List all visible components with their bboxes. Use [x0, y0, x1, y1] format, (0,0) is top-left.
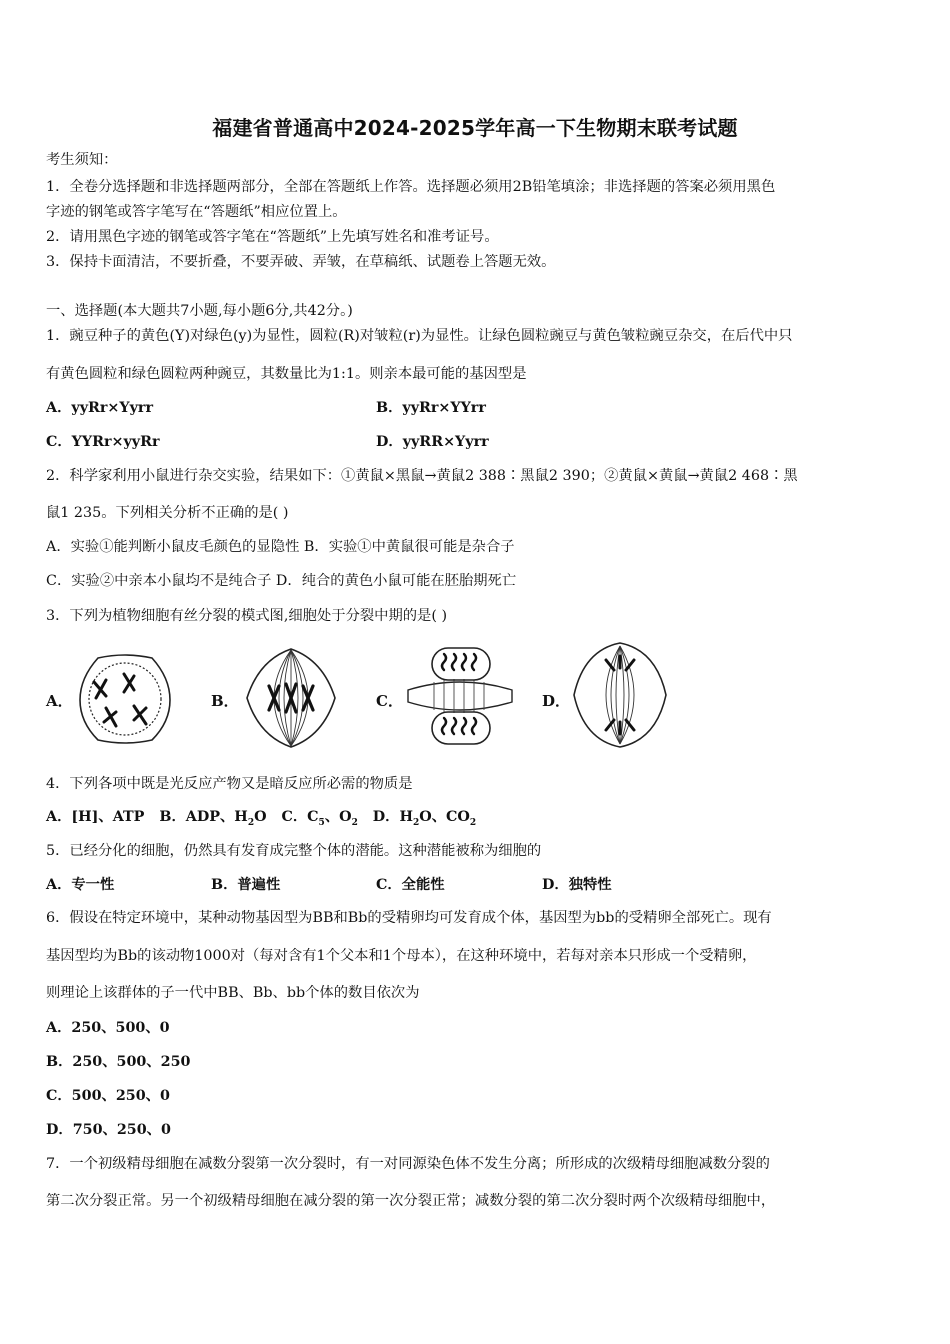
q4-option-a: A．[H]、ATP: [46, 809, 145, 825]
q4-option-d: D．$H_2O$、$CO_2$: [372, 809, 477, 828]
q1-option-a: A．yyRr×Yyrr: [46, 400, 153, 416]
q4-option-b: B．ADP、$H_2O$: [159, 809, 267, 828]
q1-option-c: C．YYRr×yyRr: [46, 434, 160, 450]
q1-option-d: D．yyRR×Yyrr: [376, 434, 489, 450]
notice-item-2: 2．请用黑色字迹的钢笔或答字笔在“答题纸”上先填写姓名和准考证号。: [46, 229, 499, 245]
q3-figure-a-prophase-cell: [76, 650, 174, 748]
page-title: 福建省普通高中2024-2025学年高一下生物期末联考试题: [212, 116, 738, 140]
q2-options-ab: A．实验①能判断小鼠皮毛颜色的显隐性 B．实验①中黄鼠很可能是杂合子: [46, 539, 515, 555]
q7-stem-line2: 第二次分裂正常。另一个初级精母细胞在减分裂的第一次分裂正常；减数分裂的第二次分裂时两个次级精母细胞中，: [46, 1193, 776, 1209]
q6-stem-line1: 6．假设在特定环境中，某种动物基因型为BB和Bb的受精卵均可发育成个体，基因型为bb的受精卵全部死亡。现有: [46, 910, 772, 926]
notice-item-1-cont: 字迹的钢笔或答字笔写在“答题纸”相应位置上。: [46, 204, 347, 220]
q6-stem-line2: 基因型均为Bb的该动物1000对（每对含有1个父本和1个母本），在这种环境中，若每对亲本只形成一个受精卵，: [46, 948, 757, 964]
q1-option-b: B．yyRr×YYrr: [376, 400, 486, 416]
q3-figure-b-metaphase-cell: [243, 646, 339, 750]
q2-stem-line1: 2．科学家利用小鼠进行杂交实验，结果如下：①黄鼠×黑鼠→黄鼠2 388∶黑鼠2 390；②黄鼠×黄鼠→黄鼠2 468∶黑: [46, 468, 798, 484]
q6-stem-line3: 则理论上该群体的子一代中BB、Bb、bb个体的数目依次为: [46, 985, 420, 1001]
q6-option-b: B．250、500、250: [46, 1054, 191, 1070]
q4-options: [46, 807, 476, 833]
q1-stem-line1: 1．豌豆种子的黄色(Y)对绿色(y)为显性，圆粒(R)对皱粒(r)为显性。让绿色圆粒豌豆与黄色皱粒豌豆杂交，在后代中只: [46, 328, 793, 344]
q5-option-b: B．普遍性: [211, 877, 281, 893]
q3-stem: 3．下列为植物细胞有丝分裂的模式图,细胞处于分裂中期的是( ): [46, 608, 448, 624]
notice-heading: 考生须知：: [46, 152, 118, 168]
notice-item-3: 3．保持卡面清洁，不要折叠，不要弄破、弄皱，在草稿纸、试题卷上答题无效。: [46, 254, 556, 270]
q7-stem-line1: 7．一个初级精母细胞在减数分裂第一次分裂时，有一对同源染色体不发生分离；所形成的次级精母细胞减数分裂的: [46, 1156, 770, 1172]
q3-figure-d-anaphase-cell: [570, 640, 670, 750]
q2-options-cd: C．实验②中亲本小鼠均不是纯合子 D．纯合的黄色小鼠可能在胚胎期死亡: [46, 573, 517, 589]
q4-stem: 4．下列各项中既是光反应产物又是暗反应所必需的物质是: [46, 776, 413, 792]
q4-option-c: C．$C_5$、$O_2$: [281, 809, 358, 828]
q3-label-b: B．: [211, 692, 239, 710]
q3-label-a: A．: [46, 692, 73, 710]
q6-option-a: A．250、500、0: [46, 1020, 170, 1036]
q6-option-c: C．500、250、0: [46, 1088, 170, 1104]
q5-stem: 5．已经分化的细胞，仍然具有发育成完整个体的潜能。这种潜能被称为细胞的: [46, 843, 542, 859]
q2-stem-line2: 鼠1 235。下列相关分析不正确的是( ): [46, 505, 289, 521]
q3-label-d: D．: [542, 692, 571, 710]
q6-option-d: D．750、250、0: [46, 1122, 171, 1138]
notice-item-1: 1．全卷分选择题和非选择题两部分，全部在答题纸上作答。选择题必须用2B铅笔填涂；非选择题的答案必须用黑色: [46, 179, 776, 195]
q5-option-a: A．专一性: [46, 877, 115, 893]
q1-stem-line2: 有黄色圆粒和绿色圆粒两种豌豆，其数量比为1:1。则亲本最可能的基因型是: [46, 366, 527, 382]
q3-figure-c-telophase-cell: [404, 644, 516, 748]
q5-option-d: D．独特性: [542, 877, 612, 893]
q5-option-c: C．全能性: [376, 877, 445, 893]
q3-label-c: C．: [376, 692, 403, 710]
section-heading: 一、选择题(本大题共7小题,每小题6分,共42分。): [46, 303, 353, 319]
